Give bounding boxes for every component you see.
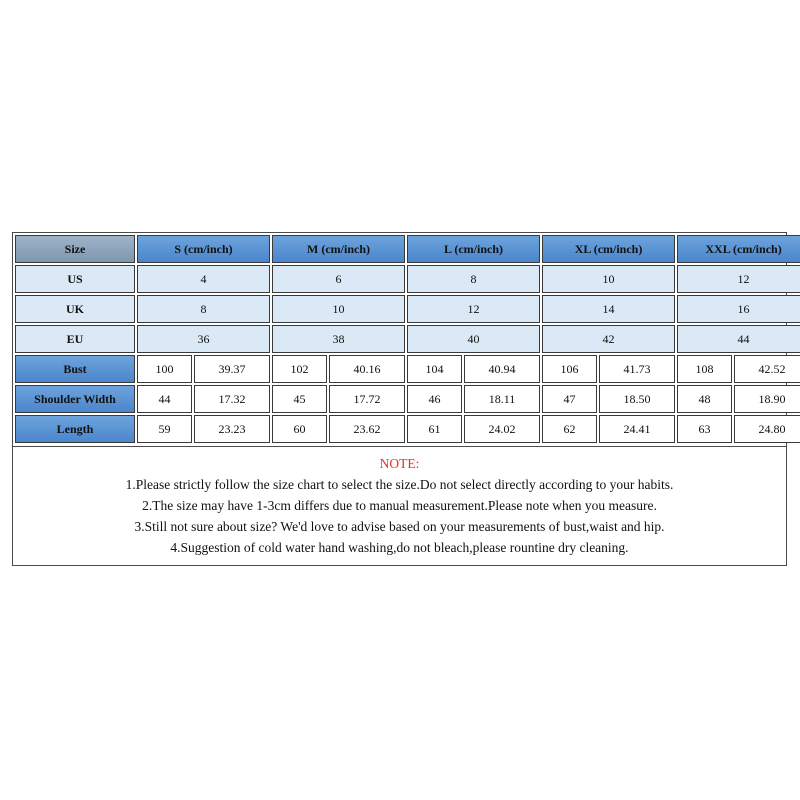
table-cell: 38 (272, 325, 405, 353)
cm-cell: 106 (542, 355, 597, 383)
size-corner-cell: Size (15, 235, 135, 263)
inch-cell: 40.16 (329, 355, 405, 383)
size-column-header: S (cm/inch) (137, 235, 270, 263)
size-column-header: M (cm/inch) (272, 235, 405, 263)
inch-cell: 17.72 (329, 385, 405, 413)
note-line: 2.The size may have 1-3cm differs due to manual measurement.Please note when you measure. (142, 498, 657, 513)
row-label: EU (15, 325, 135, 353)
table-cell: 40 (407, 325, 540, 353)
table-cell: 8 (137, 295, 270, 323)
cm-cell: 100 (137, 355, 192, 383)
size-column-header: XXL (cm/inch) (677, 235, 800, 263)
table-cell: 10 (272, 295, 405, 323)
row-label: Length (15, 415, 135, 443)
table-cell: 10 (542, 265, 675, 293)
inch-cell: 24.02 (464, 415, 540, 443)
table-row (15, 325, 800, 353)
inch-cell: 24.80 (734, 415, 800, 443)
inch-cell: 39.37 (194, 355, 270, 383)
cm-cell: 48 (677, 385, 732, 413)
header-row (15, 235, 800, 263)
note-line: 4.Suggestion of cold water hand washing,do not bleach,please rountine dry cleaning. (170, 540, 629, 555)
notes-section (13, 446, 786, 558)
table-cell: 36 (137, 325, 270, 353)
table-cell: 12 (677, 265, 800, 293)
cm-cell: 62 (542, 415, 597, 443)
table-cell: 44 (677, 325, 800, 353)
cm-cell: 108 (677, 355, 732, 383)
cm-cell: 63 (677, 415, 732, 443)
size-column-header: XL (cm/inch) (542, 235, 675, 263)
table-row (15, 385, 800, 413)
inch-cell: 17.32 (194, 385, 270, 413)
table-row (15, 355, 800, 383)
inch-cell: 23.23 (194, 415, 270, 443)
table-row (15, 265, 800, 293)
size-table (13, 233, 800, 445)
inch-cell: 18.90 (734, 385, 800, 413)
row-label: UK (15, 295, 135, 323)
row-label: Shoulder Width (15, 385, 135, 413)
table-cell: 4 (137, 265, 270, 293)
table-cell: 6 (272, 265, 405, 293)
size-column-header: L (cm/inch) (407, 235, 540, 263)
inch-cell: 24.41 (599, 415, 675, 443)
size-chart (12, 232, 787, 566)
table-body (15, 235, 800, 443)
cm-cell: 44 (137, 385, 192, 413)
inch-cell: 18.11 (464, 385, 540, 413)
table-row (15, 415, 800, 443)
row-label: US (15, 265, 135, 293)
table-cell: 12 (407, 295, 540, 323)
cm-cell: 61 (407, 415, 462, 443)
note-line: 3.Still not sure about size? We'd love to advise based on your measurements of bust,waist and hip. (134, 519, 665, 534)
inch-cell: 23.62 (329, 415, 405, 443)
note-line: 1.Please strictly follow the size chart to select the size.Do not select directly according to your habits. (125, 477, 674, 492)
cm-cell: 45 (272, 385, 327, 413)
cm-cell: 60 (272, 415, 327, 443)
cm-cell: 47 (542, 385, 597, 413)
inch-cell: 40.94 (464, 355, 540, 383)
table-row (15, 295, 800, 323)
inch-cell: 42.52 (734, 355, 800, 383)
inch-cell: 18.50 (599, 385, 675, 413)
cm-cell: 46 (407, 385, 462, 413)
cm-cell: 59 (137, 415, 192, 443)
table-cell: 8 (407, 265, 540, 293)
row-label: Bust (15, 355, 135, 383)
inch-cell: 41.73 (599, 355, 675, 383)
table-cell: 14 (542, 295, 675, 323)
table-cell: 16 (677, 295, 800, 323)
table-cell: 42 (542, 325, 675, 353)
note-title: NOTE: (379, 456, 420, 471)
cm-cell: 104 (407, 355, 462, 383)
cm-cell: 102 (272, 355, 327, 383)
